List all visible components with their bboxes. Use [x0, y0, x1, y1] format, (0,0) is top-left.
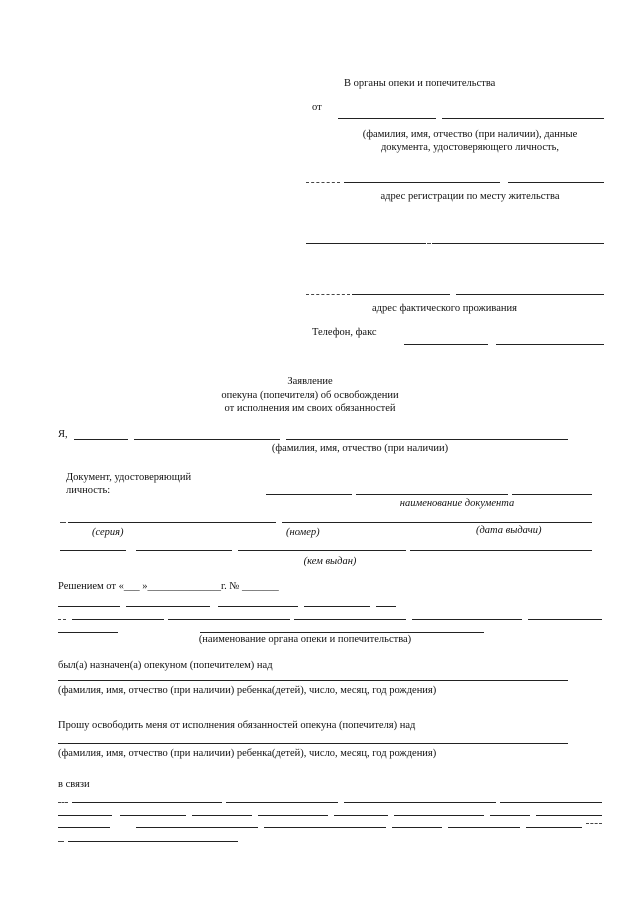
phone-field-2[interactable]	[496, 344, 604, 345]
authority-field-1[interactable]	[72, 619, 164, 620]
authority-caption: (наименование органа опеки и попечительства)	[198, 634, 412, 645]
actual-address-field-dash[interactable]	[306, 294, 350, 295]
phone-label: Телефон, факс	[312, 327, 377, 338]
decision-field-3[interactable]	[218, 606, 298, 607]
child-field-2[interactable]	[58, 743, 568, 744]
reason-field-2h[interactable]	[536, 815, 602, 816]
applicant-name-caption: (фамилия, имя, отчество (при наличии)	[271, 443, 449, 454]
reason-field-2c[interactable]	[192, 815, 252, 816]
issue-date-caption: (дата выдачи)	[476, 525, 542, 536]
issued-by-caption: (кем выдан)	[303, 556, 357, 567]
applicant-name-field-1[interactable]	[74, 439, 128, 440]
actual-address-caption: адрес фактического проживания	[372, 303, 517, 314]
issued-by-field-1[interactable]	[60, 550, 126, 551]
reason-field-3d[interactable]	[392, 827, 442, 828]
document-label-line2: личность:	[66, 485, 111, 496]
reason-field-4[interactable]	[68, 841, 238, 842]
title-line1: Заявление	[287, 376, 333, 387]
from-field-2[interactable]	[442, 118, 604, 119]
reason-field-1a[interactable]	[72, 802, 222, 803]
applicant-name-field-2[interactable]	[134, 439, 280, 440]
reason-field-3b[interactable]	[136, 827, 258, 828]
child-caption-2: (фамилия, имя, отчество (при наличии) ребенка(детей), число, месяц, год рождения)	[58, 748, 437, 759]
reason-field-3a[interactable]	[58, 827, 110, 828]
reason-field-2e[interactable]	[334, 815, 388, 816]
registration-caption: адрес регистрации по месту жительства	[380, 191, 560, 202]
reason-field-2b[interactable]	[120, 815, 186, 816]
authority-field-3[interactable]	[294, 619, 406, 620]
applicant-name-field-3[interactable]	[286, 439, 568, 440]
document-label-line1: Документ, удостоверяющий	[66, 472, 192, 483]
authority-field-dash[interactable]	[58, 619, 66, 620]
authority-field-2[interactable]	[168, 619, 290, 620]
actual-address-field-1[interactable]	[352, 294, 450, 295]
reason-label: в связи	[58, 779, 90, 790]
registration-field-2[interactable]	[432, 243, 604, 244]
i-label: Я,	[58, 429, 68, 440]
identity-field-dash[interactable]	[306, 182, 340, 183]
reason-field-1b[interactable]	[226, 802, 338, 803]
request-text: Прошу освободить меня от исполнения обязанностей опекуна (попечителя) над	[58, 720, 416, 731]
reason-field-1d[interactable]	[500, 802, 602, 803]
identity-field-1[interactable]	[344, 182, 500, 183]
series-field[interactable]	[68, 522, 276, 523]
reason-field-3f[interactable]	[526, 827, 582, 828]
decision-field-4[interactable]	[304, 606, 370, 607]
document-name-field-3[interactable]	[512, 494, 592, 495]
reason-field-3c[interactable]	[264, 827, 386, 828]
authority-field-4[interactable]	[412, 619, 522, 620]
from-label: от	[312, 102, 322, 113]
decision-text: Решением от «___ »______________г. № _______	[58, 581, 279, 592]
reason-field-dash-1[interactable]	[58, 802, 68, 803]
issued-by-field-4[interactable]	[410, 550, 592, 551]
number-date-field[interactable]	[282, 522, 592, 523]
title-line2: опекуна (попечителя) об освобождении	[221, 390, 399, 401]
reason-field-2d[interactable]	[258, 815, 328, 816]
actual-address-field-2[interactable]	[456, 294, 604, 295]
addressee: В органы опеки и попечительства	[344, 78, 496, 89]
reason-field-2a[interactable]	[58, 815, 112, 816]
document-name-field-2[interactable]	[356, 494, 508, 495]
reason-field-3e[interactable]	[448, 827, 520, 828]
child-field-1[interactable]	[58, 680, 568, 681]
series-field-dash[interactable]	[60, 522, 66, 523]
identity-field-2[interactable]	[508, 182, 604, 183]
reason-field-3-dash[interactable]	[586, 823, 602, 824]
document-name-caption: наименование документа	[399, 498, 515, 509]
registration-field-1[interactable]	[306, 243, 426, 244]
issued-by-field-3[interactable]	[238, 550, 406, 551]
reason-field-dash-4[interactable]	[58, 841, 64, 842]
authority-field-6[interactable]	[58, 632, 118, 633]
issued-by-field-2[interactable]	[136, 550, 232, 551]
number-caption: (номер)	[286, 527, 320, 538]
from-caption-line1: (фамилия, имя, отчество (при наличии), данные	[362, 129, 578, 140]
authority-field-5[interactable]	[528, 619, 602, 620]
series-caption: (серия)	[92, 527, 124, 538]
registration-field-dash[interactable]	[427, 243, 431, 244]
reason-field-1c[interactable]	[344, 802, 496, 803]
from-field-1[interactable]	[338, 118, 436, 119]
decision-field-5[interactable]	[376, 606, 396, 607]
decision-field-2[interactable]	[126, 606, 210, 607]
reason-field-2f[interactable]	[394, 815, 484, 816]
reason-field-2g[interactable]	[490, 815, 530, 816]
document-name-field-1[interactable]	[266, 494, 352, 495]
appointed-text: был(а) назначен(а) опекуном (попечителем) над	[58, 660, 273, 671]
child-caption-1: (фамилия, имя, отчество (при наличии) ребенка(детей), число, месяц, год рождения)	[58, 685, 437, 696]
phone-field-1[interactable]	[404, 344, 488, 345]
title-line3: от исполнения им своих обязанностей	[224, 403, 396, 414]
decision-field-1[interactable]	[58, 606, 120, 607]
from-caption-line2: документа, удостоверяющего личность,	[380, 142, 560, 153]
